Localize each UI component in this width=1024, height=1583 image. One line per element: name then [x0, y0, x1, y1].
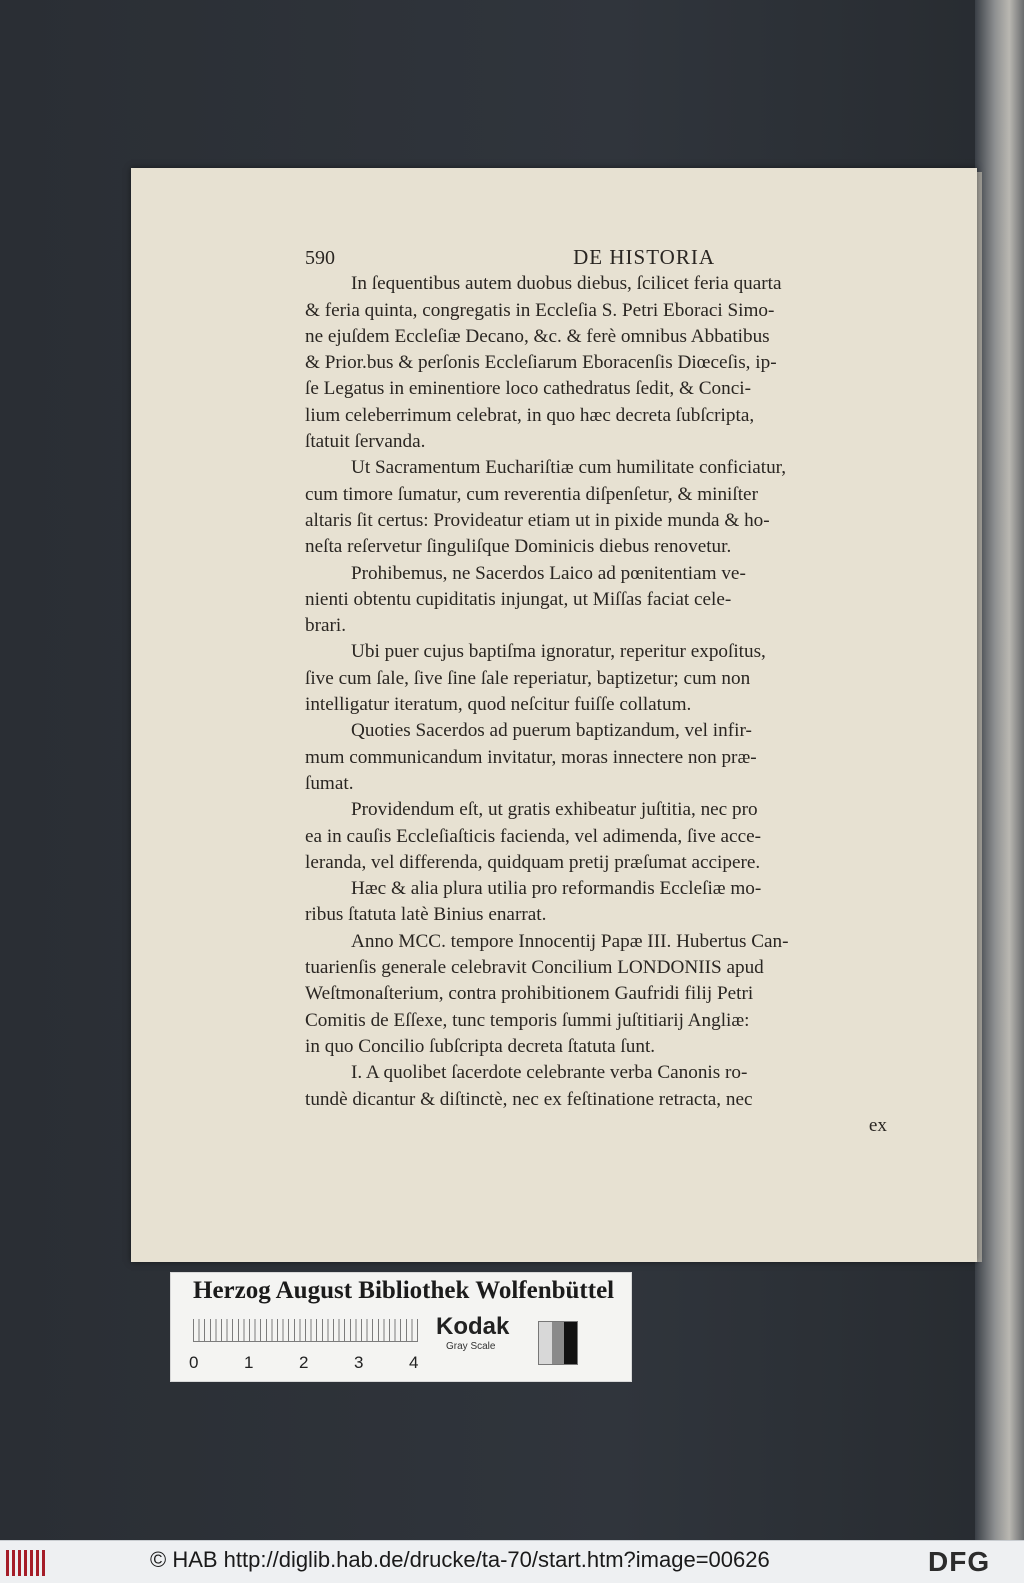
- library-label-card: [170, 1272, 632, 1382]
- text-line: ea in cauſis Eccleſiaſticis facienda, vel adimenda, ſive acce-: [305, 825, 761, 847]
- text-line: & Prior.bus & perſonis Eccleſiarum Eboracenſis Diœceſis, ip-: [305, 352, 777, 374]
- text-line: Ubi puer cujus baptiſma ignoratur, reperitur expoſitus,: [351, 641, 766, 663]
- text-lines: [305, 271, 905, 1113]
- text-line: Hæc & alia plura utilia pro reformandis Eccleſiæ mo-: [351, 878, 762, 900]
- page-header: [305, 244, 715, 271]
- text-line: Quoties Sacerdos ad puerum baptizandum, vel infir-: [351, 720, 752, 742]
- ruler-number: 3: [354, 1353, 364, 1372]
- text-line: neſta reſervetur ſinguliſque Dominicis diebus renovetur.: [305, 536, 732, 558]
- text-line: nienti obtentu cupiditatis injungat, ut Miſſas faciat cele-: [305, 588, 732, 610]
- text-line: cum timore ſumatur, cum reverentia diſpenſetur, & miniſter: [305, 483, 758, 505]
- text-line: tundè dicantur & diſtinctè, nec ex feſtinatione retracta, nec: [305, 1088, 753, 1110]
- text-line: Comitis de Eſſexe, tunc temporis ſummi juſtitiarij Angliæ:: [305, 1009, 750, 1031]
- text-line: Anno MCC. tempore Innocentij Papæ III. Hubertus Can-: [351, 930, 789, 952]
- dfg-logo: DFG: [928, 1546, 991, 1577]
- footer-copyright-link[interactable]: © HAB http://diglib.hab.de/drucke/ta-70/start.htm?image=00626: [150, 1547, 770, 1572]
- page-text: [305, 244, 905, 1139]
- text-line: ne ejuſdem Eccleſiæ Decano, &c. & ferè omnibus Abbatibus: [305, 325, 770, 347]
- text-line: brari.: [305, 615, 347, 637]
- text-line: I. A quolibet ſacerdote celebrante verba Canonis ro-: [351, 1062, 748, 1084]
- text-line: ſumat.: [305, 772, 354, 794]
- text-line: in quo Concilio ſubſcripta decreta ſtatuta ſunt.: [305, 1035, 656, 1057]
- hab-logo-icon: [6, 1550, 46, 1576]
- gray-scale-swatch: [538, 1321, 578, 1365]
- text-line: ſtatuit ſervanda.: [305, 431, 426, 453]
- book-edge-strip: [975, 0, 1024, 1540]
- ruler-number: 2: [299, 1353, 309, 1372]
- text-line: mum communicandum invitatur, moras innectere non præ-: [305, 746, 757, 768]
- text-line: ribus ſtatuta latè Binius enarrat.: [305, 904, 547, 926]
- text-line: & feria quinta, congregatis in Eccleſia S. Petri Eboraci Simo-: [305, 299, 775, 321]
- text-line: tuarienſis generale celebravit Concilium LONDONIIS apud: [305, 957, 764, 979]
- text-line: lium celeberrimum celebrat, in quo hæc decreta ſubſcripta,: [305, 404, 755, 426]
- text-line: leranda, vel differenda, quidquam pretij præſumat accipere.: [305, 851, 761, 873]
- ruler-scale: [193, 1319, 418, 1342]
- ruler-number: 1: [244, 1353, 254, 1372]
- ruler-number: 4: [409, 1353, 419, 1372]
- text-line: ſive cum ſale, ſive ſine ſale reperiatur, baptizetur; cum non: [305, 667, 751, 689]
- text-line: Ut Sacramentum Euchariſtiæ cum humilitate conficiatur,: [351, 457, 787, 479]
- label-title: Herzog August Bibliothek Wolfenbüttel: [193, 1277, 615, 1304]
- text-line: altaris ſit certus: Provideatur etiam ut in pixide munda & ho-: [305, 509, 770, 531]
- text-line: Prohibemus, ne Sacerdos Laico ad pœnitentiam ve-: [351, 562, 746, 584]
- text-line: ſe Legatus in eminentiore loco cathedratus ſedit, & Conci-: [305, 378, 751, 400]
- text-line: Providendum eſt, ut gratis exhibeatur juſtitia, nec pro: [351, 799, 758, 821]
- running-head: DE HISTORIA: [573, 245, 715, 269]
- text-line: In ſequentibus autem duobus diebus, ſcilicet feria quarta: [351, 273, 782, 295]
- kodak-wordmark: Kodak: [436, 1313, 510, 1340]
- page-number: 590: [305, 247, 335, 269]
- kodak-subtitle: Gray Scale: [446, 1341, 496, 1352]
- ruler-number: 0: [189, 1353, 199, 1372]
- catchword: ex: [868, 1114, 887, 1136]
- text-line: Weſtmonaſterium, contra prohibitionem Gaufridi filij Petri: [305, 983, 754, 1005]
- text-line: intelligatur iteratum, quod neſcitur fuiſſe collatum.: [305, 694, 692, 716]
- footer-bar: [0, 1540, 1024, 1583]
